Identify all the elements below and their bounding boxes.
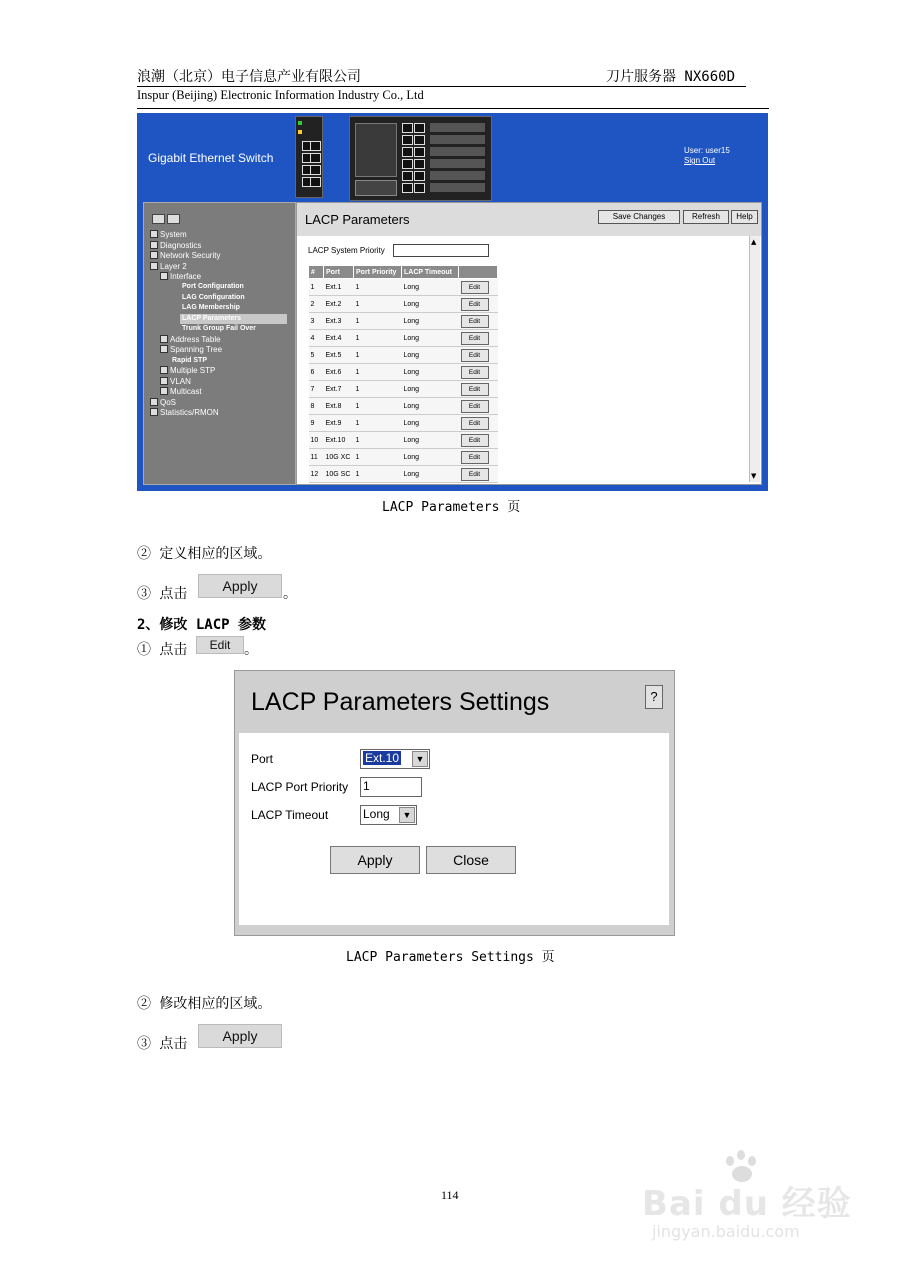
row-edit-cell — [459, 347, 498, 364]
nav-multicast[interactable]: Multicast — [160, 387, 202, 398]
chevron-down-icon[interactable]: ▼ — [399, 807, 415, 823]
nav-vlan[interactable]: VLAN — [160, 377, 191, 388]
row-priority: 1 — [354, 330, 402, 347]
page-number: 114 — [441, 1188, 459, 1202]
row-priority: 1 — [354, 432, 402, 449]
nav-rapid-stp[interactable]: Rapid STP — [172, 356, 208, 364]
row-number: 11 — [309, 449, 324, 466]
collapse-icon — [160, 272, 168, 280]
nav-lag-configuration[interactable]: LAG Configuration — [182, 293, 245, 301]
row-timeout: Long — [402, 432, 459, 449]
nav-interface[interactable]: Interface — [160, 272, 201, 283]
edit-button[interactable]: Edit — [461, 366, 489, 379]
nav-statistics-rmon[interactable]: Statistics/RMON — [150, 408, 219, 419]
step-define-fields: ② 定义相应的区域。 — [137, 546, 272, 562]
nav-diagnostics[interactable]: Diagnostics — [150, 241, 201, 252]
nav-qos[interactable]: QoS — [150, 398, 176, 409]
row-edit-cell — [459, 364, 498, 381]
header-rule-top — [137, 86, 746, 87]
row-timeout: Long — [402, 466, 459, 483]
row-edit-cell — [459, 279, 498, 296]
chevron-down-icon[interactable]: ▼ — [412, 751, 428, 767]
table-row — [309, 381, 498, 398]
timeout-label: LACP Timeout — [251, 808, 329, 822]
collapse-icon — [160, 345, 168, 353]
expand-icon — [160, 387, 168, 395]
step-period: 。 — [283, 586, 297, 602]
row-timeout: Long — [402, 364, 459, 381]
nav-layer2[interactable]: Layer 2 — [150, 262, 187, 273]
table-row — [309, 347, 498, 364]
row-timeout: Long — [402, 279, 459, 296]
refresh-button[interactable]: Refresh — [683, 210, 729, 224]
col-port: Port — [324, 266, 354, 279]
row-timeout: Long — [402, 313, 459, 330]
row-port: 10G SC — [324, 466, 354, 483]
table-row — [309, 398, 498, 415]
edit-button[interactable]: Edit — [461, 298, 489, 311]
banner-title: Gigabit Ethernet Switch — [148, 151, 274, 165]
lacp-settings-dialog-screenshot — [234, 670, 675, 936]
row-port: Ext.8 — [324, 398, 354, 415]
apply-button-image: Apply — [198, 574, 282, 598]
switch-module-image — [295, 116, 323, 198]
nav-system[interactable]: System — [150, 230, 187, 241]
table-row — [309, 296, 498, 313]
table-row — [309, 466, 498, 483]
row-number: 10 — [309, 432, 324, 449]
row-timeout: Long — [402, 415, 459, 432]
header-company-cn: 浪潮（北京）电子信息产业有限公司 — [137, 69, 361, 85]
header-company-en: Inspur (Beijing) Electronic Information Industry Co., Ltd — [137, 88, 424, 102]
expand-all-button[interactable] — [152, 214, 165, 224]
edit-button[interactable]: Edit — [461, 400, 489, 413]
chassis-image — [349, 116, 492, 201]
port-select-value: Ext.10 — [365, 751, 400, 765]
row-port: 10G XC — [324, 449, 354, 466]
dialog-body — [239, 733, 669, 925]
nav-lacp-parameters[interactable]: LACP Parameters — [180, 314, 287, 325]
row-number: 1 — [309, 279, 324, 296]
expand-icon — [150, 408, 158, 416]
row-priority: 1 — [354, 347, 402, 364]
row-edit-cell — [459, 432, 498, 449]
edit-button[interactable]: Edit — [461, 332, 489, 345]
row-number: 4 — [309, 330, 324, 347]
edit-button[interactable]: Edit — [461, 315, 489, 328]
edit-button[interactable]: Edit — [461, 281, 489, 294]
port-select[interactable] — [360, 749, 430, 769]
row-number: 12 — [309, 466, 324, 483]
row-priority: 1 — [354, 313, 402, 330]
system-priority-label: LACP System Priority — [308, 246, 385, 255]
step-click-apply-prefix: ③ 点击 — [137, 1036, 188, 1052]
nav-address-table[interactable]: Address Table — [160, 335, 221, 346]
col-port-priority: Port Priority — [354, 266, 402, 279]
row-port: Ext.5 — [324, 347, 354, 364]
expand-icon — [150, 398, 158, 406]
page-title: LACP Parameters — [305, 212, 410, 227]
tree-controls — [152, 209, 182, 228]
nav-trunk-group-fail-over[interactable]: Trunk Group Fail Over — [182, 325, 256, 332]
timeout-select-value: Long — [363, 807, 390, 821]
col-number: # — [309, 266, 324, 279]
row-edit-cell — [459, 296, 498, 313]
edit-button[interactable]: Edit — [461, 451, 489, 464]
edit-button[interactable]: Edit — [461, 383, 489, 396]
nav-multiple-stp[interactable]: Multiple STP — [160, 366, 215, 377]
help-button[interactable]: Help — [731, 210, 758, 224]
row-edit-cell — [459, 415, 498, 432]
apply-button-image-2: Apply — [198, 1024, 282, 1048]
lacp-table — [308, 265, 498, 483]
expand-icon — [150, 230, 158, 238]
section-heading: 2、修改 LACP 参数 — [137, 617, 267, 633]
dialog-title: LACP Parameters Settings — [251, 688, 550, 716]
collapse-icon — [150, 262, 158, 270]
row-port: Ext.1 — [324, 279, 354, 296]
table-row — [309, 415, 498, 432]
scrollbar[interactable] — [749, 236, 760, 482]
timeout-select[interactable] — [360, 805, 417, 825]
scroll-up-icon[interactable]: ▲ — [751, 238, 757, 246]
watermark-url: jingyan.baidu.com — [652, 1222, 800, 1241]
row-number: 6 — [309, 364, 324, 381]
row-port: Ext.9 — [324, 415, 354, 432]
port-priority-label: LACP Port Priority — [251, 780, 349, 794]
row-number: 7 — [309, 381, 324, 398]
edit-button[interactable]: Edit — [461, 349, 489, 362]
row-timeout: Long — [402, 330, 459, 347]
step-period-2: 。 — [244, 642, 258, 658]
row-port: Ext.3 — [324, 313, 354, 330]
table-row — [309, 432, 498, 449]
figure-caption-1: LACP Parameters 页 — [382, 500, 521, 515]
row-edit-cell — [459, 330, 498, 347]
expand-icon — [160, 377, 168, 385]
col-edit — [459, 266, 498, 279]
apply-button[interactable]: Apply — [330, 846, 420, 874]
row-number: 5 — [309, 347, 324, 364]
help-button[interactable]: ? — [645, 685, 663, 709]
row-edit-cell — [459, 449, 498, 466]
watermark-brand: Bai du 经验 — [642, 1184, 852, 1224]
row-priority: 1 — [354, 449, 402, 466]
collapse-all-button[interactable] — [167, 214, 180, 224]
row-number: 2 — [309, 296, 324, 313]
expand-icon — [160, 366, 168, 374]
row-port: Ext.7 — [324, 381, 354, 398]
content-panel — [296, 202, 762, 485]
row-edit-cell — [459, 313, 498, 330]
row-port: Ext.2 — [324, 296, 354, 313]
row-timeout: Long — [402, 449, 459, 466]
nav-network-security[interactable]: Network Security — [150, 251, 220, 262]
row-number: 3 — [309, 313, 324, 330]
expand-icon — [160, 335, 168, 343]
content-toolbar — [297, 203, 761, 236]
row-edit-cell — [459, 381, 498, 398]
expand-icon — [150, 241, 158, 249]
table-row — [309, 449, 498, 466]
row-priority: 1 — [354, 364, 402, 381]
table-row — [309, 364, 498, 381]
row-timeout: Long — [402, 381, 459, 398]
row-port: Ext.10 — [324, 432, 354, 449]
row-priority: 1 — [354, 381, 402, 398]
row-timeout: Long — [402, 398, 459, 415]
step-click-edit-prefix: ① 点击 — [137, 642, 188, 658]
row-timeout: Long — [402, 347, 459, 364]
row-priority: 1 — [354, 296, 402, 313]
lacp-parameters-screenshot — [137, 113, 768, 491]
row-priority: 1 — [354, 466, 402, 483]
port-priority-input[interactable] — [360, 777, 422, 797]
edit-button[interactable]: Edit — [461, 468, 489, 481]
row-edit-cell — [459, 398, 498, 415]
system-priority-input[interactable] — [393, 244, 489, 257]
baidu-watermark — [642, 1150, 852, 1250]
row-timeout: Long — [402, 296, 459, 313]
row-priority: 1 — [354, 279, 402, 296]
expand-icon — [150, 251, 158, 259]
edit-button[interactable]: Edit — [461, 434, 489, 447]
edit-button[interactable]: Edit — [461, 417, 489, 430]
col-lacp-timeout: LACP Timeout — [402, 266, 459, 279]
row-priority: 1 — [354, 398, 402, 415]
figure-caption-2: LACP Parameters Settings 页 — [346, 950, 555, 965]
port-label: Port — [251, 752, 274, 766]
row-number: 8 — [309, 398, 324, 415]
user-info — [684, 146, 730, 166]
step-modify-fields: ② 修改相应的区域。 — [137, 996, 272, 1012]
sign-out-link[interactable]: Sign Out — [684, 156, 716, 165]
row-port: Ext.6 — [324, 364, 354, 381]
table-row — [309, 313, 498, 330]
nav-lag-membership[interactable]: LAG Membership — [182, 304, 240, 311]
user-label: User: user15 — [684, 146, 730, 155]
table-row — [309, 330, 498, 347]
row-edit-cell — [459, 466, 498, 483]
row-port: Ext.4 — [324, 330, 354, 347]
table-row — [309, 279, 498, 296]
save-changes-button[interactable]: Save Changes — [598, 210, 680, 224]
nav-spanning-tree[interactable]: Spanning Tree — [160, 345, 222, 356]
close-button[interactable]: Close — [426, 846, 516, 874]
edit-button-image: Edit — [196, 636, 244, 654]
row-priority: 1 — [354, 415, 402, 432]
row-number: 9 — [309, 415, 324, 432]
header-product: 刀片服务器 NX660D — [606, 69, 736, 85]
sidebar-nav — [143, 202, 296, 485]
step-click-prefix: ③ 点击 — [137, 586, 188, 602]
port-priority-value: 1 — [363, 779, 370, 793]
nav-port-configuration[interactable]: Port Configuration — [182, 283, 244, 290]
scroll-down-icon[interactable]: ▼ — [751, 472, 757, 480]
header-rule-bottom — [137, 108, 769, 109]
